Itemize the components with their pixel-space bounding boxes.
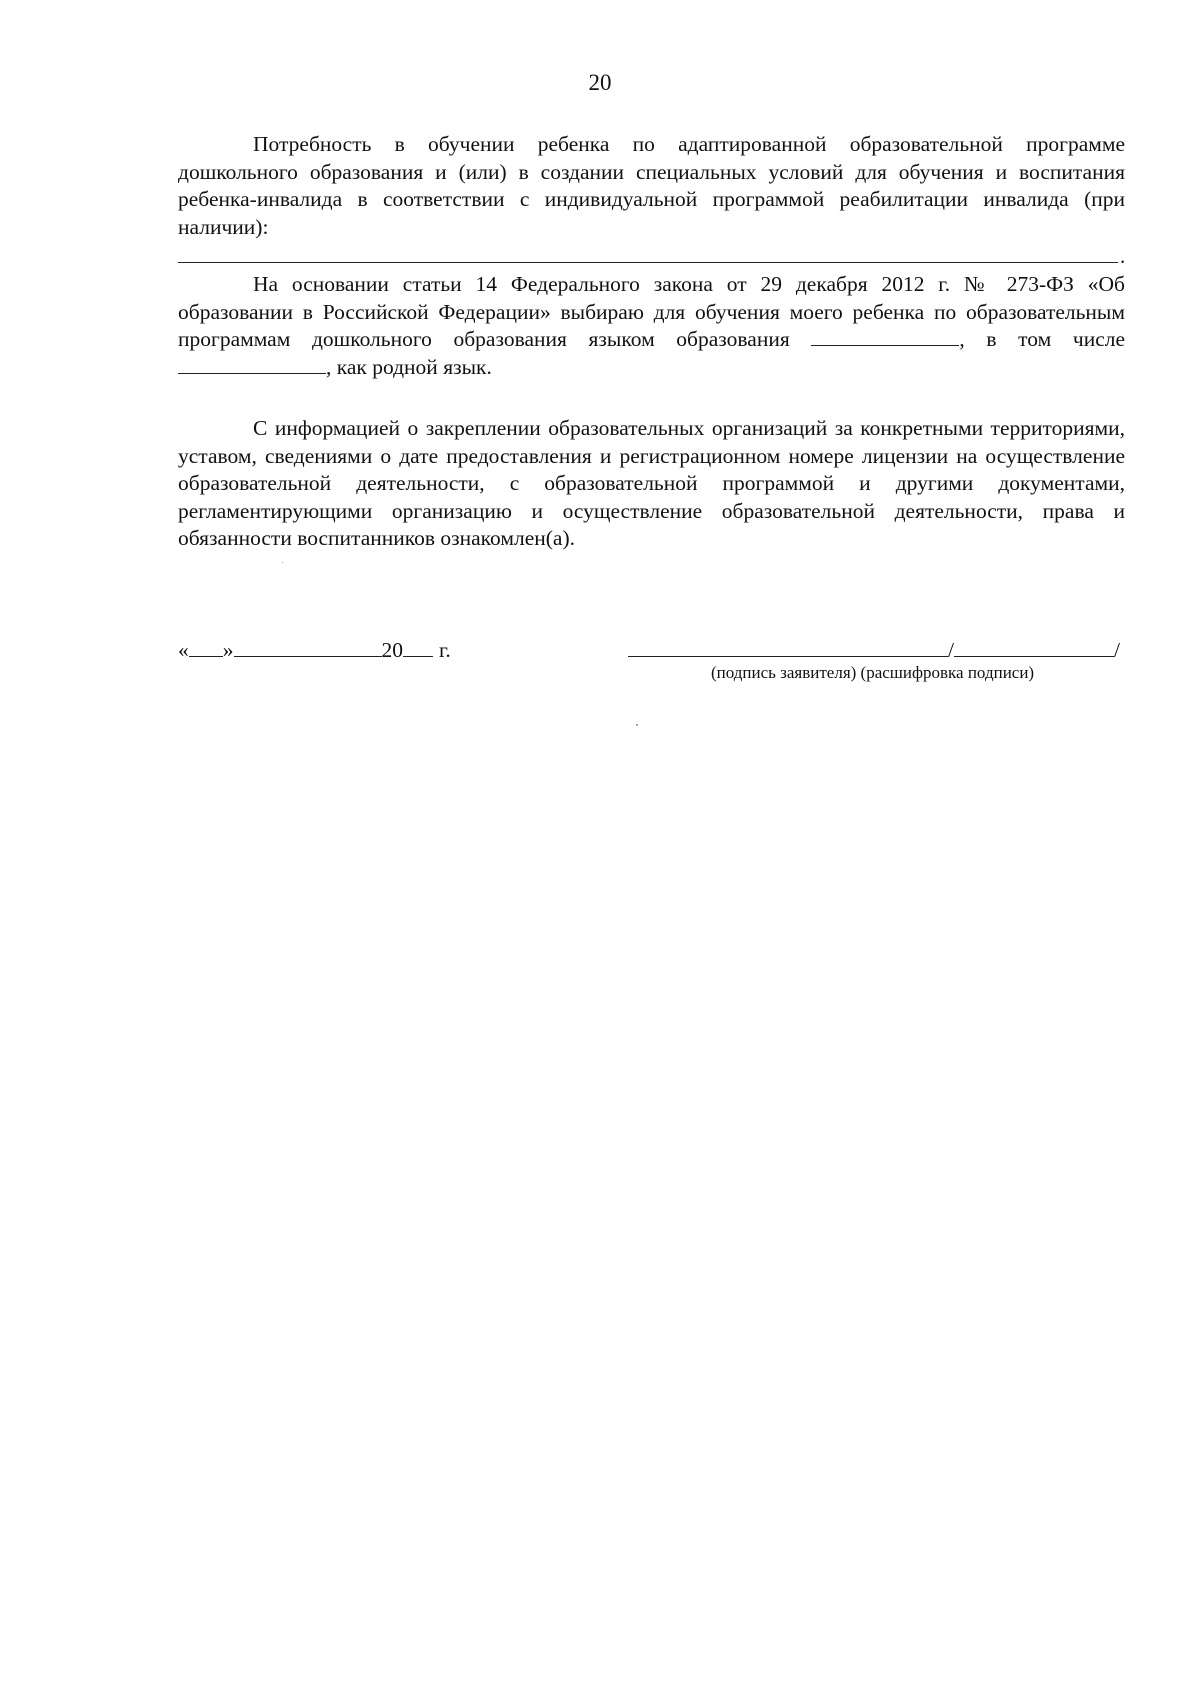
signature-slash-2: / — [1113, 638, 1120, 662]
adapted-program-answer-line[interactable] — [178, 262, 1118, 263]
date-close-quote: » — [222, 638, 234, 662]
signature-slash-1: / — [948, 638, 954, 662]
page-number: 20 — [588, 70, 612, 95]
year-field[interactable] — [403, 638, 433, 657]
answer-line-period: . — [1120, 244, 1126, 268]
scan-speck — [282, 562, 283, 563]
month-field[interactable] — [234, 638, 382, 657]
date-open-quote: « — [178, 638, 189, 662]
language-choice-middle: , в том числе — [959, 327, 1126, 351]
language-choice-paragraph — [178, 271, 1125, 381]
signature-caption: (подпись заявителя) (расшифровка подписи) — [711, 663, 1035, 682]
native-language-field[interactable] — [178, 355, 326, 374]
language-choice-text: На основании статьи 14 Федерального закона от 29 декабря 2012 г. № 273-ФЗ «Об образовании в Российской Федерации» выбираю для обучения моего ребенка по образовательным программам дошкольного образования языком образования — [178, 272, 1125, 351]
scan-speck — [636, 724, 638, 726]
year-prefix: 20 — [381, 638, 403, 662]
date-row — [178, 637, 451, 664]
signature-decoding-field[interactable] — [954, 638, 1114, 657]
signature-field[interactable] — [628, 638, 948, 657]
language-choice-end: , как родной язык. — [326, 354, 492, 379]
signature-row — [628, 637, 1120, 664]
adapted-program-text: Потребность в обучении ребенка по адаптированной образовательной программе дошкольного образования и (или) в создании специальных условий для обучения и воспитания ребенка-инвалида в соответствии с индивидуальной программой реабилитации инвалида (при наличии): — [178, 132, 1125, 239]
acknowledgement-paragraph — [178, 415, 1125, 553]
day-field[interactable] — [189, 638, 223, 657]
adapted-program-paragraph — [178, 131, 1125, 241]
year-suffix: г. — [439, 638, 451, 662]
acknowledgement-text: С информацией о закреплении образовательных организаций за конкретными территориями, уставом, сведениями о дате предоставления и регистрационном номере лицензии на осуществление образовательной деятельности, с образовательной программой и другими документами, регламентирующими организацию и осуществление образовательной деятельности, права и обязанности воспитанников ознакомлен(а). — [178, 416, 1125, 550]
education-language-field[interactable] — [811, 327, 959, 346]
